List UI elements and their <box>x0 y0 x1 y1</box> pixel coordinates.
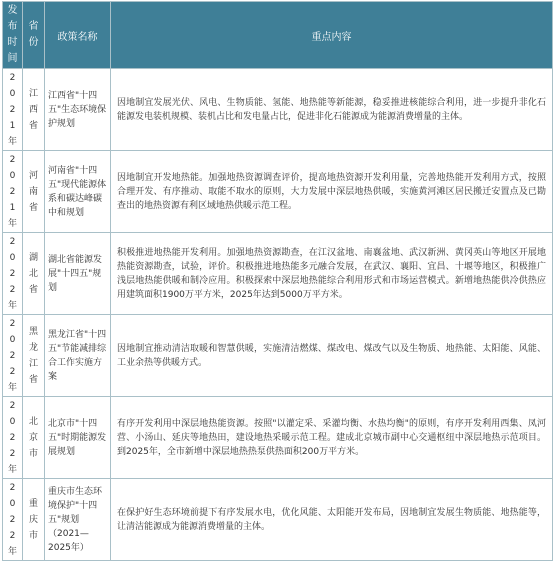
cell-province: 黑 龙 江 省 <box>23 315 45 397</box>
cell-publish-time: 2 0 2 2 年 <box>3 233 23 315</box>
header-key-content: 重点内容 <box>111 2 553 69</box>
table-row <box>3 69 553 151</box>
table-row <box>3 315 553 397</box>
cell-policy-name: 重庆市生态环境保护"十四五"规划（2021—2025年） <box>45 479 111 561</box>
table-row <box>3 151 553 233</box>
cell-publish-time: 2 0 2 2 年 <box>3 479 23 561</box>
table-row <box>3 397 553 479</box>
cell-publish-time: 2 0 2 1 年 <box>3 69 23 151</box>
table-row <box>3 479 553 561</box>
cell-key-content: 因地制宜推动清洁取暖和智慧供暖，实施清洁燃煤、煤改电、煤改气以及生物质、地热能、太阳能、风能、工业余热等供暖方式。 <box>111 315 553 397</box>
cell-publish-time: 2 0 2 2 年 <box>3 397 23 479</box>
header-policy-name: 政策名称 <box>45 2 111 69</box>
cell-key-content: 积极推进地热能开发利用。加强地热资源勘查，在江汉盆地、南襄盆地、武汉新洲、黄冈英山等地区开展地热能资源勘查，试验，评价。积极推进地热能多元融合发展，在武汉、襄阳、宜昌、十堰等地区，积极推广浅层地热能供暖和制冷应用。积极探索中深层地热能综合利用形式和市场运营模式。新增地热能供冷供热应用建筑面积1900万平方米，2025年达到5000万平方米。 <box>111 233 553 315</box>
policy-table <box>2 1 553 561</box>
cell-key-content: 在保护好生态环境前提下有序发展水电，优化风能、太阳能开发布局，因地制宜发展生物质能、地热能等，让清洁能源成为能源消费增量的主体。 <box>111 479 553 561</box>
cell-key-content: 因地制宜发展光伏、风电、生物质能、氢能、地热能等新能源，稳妥推进核能综合利用，进一步提升非化石能源发电装机规模、装机占比和发电量占比，促进非化石能源成为能源消费增量的主体。 <box>111 69 553 151</box>
table-body <box>3 69 553 561</box>
header-publish-time: 发 布 时 间 <box>3 2 23 69</box>
cell-publish-time: 2 0 2 1 年 <box>3 151 23 233</box>
cell-key-content: 因地制宜开发地热能。加强地热资源调查评价，提高地热资源开发利用量，完善地热能开发利用方式，按照合理开发、有序推动、取能不取水的原则，大力发展中深层地热供暖，实施黄河滩区居民搬迁安置点及已勘查出的地热资源有利区域地热供暖示范工程。 <box>111 151 553 233</box>
cell-policy-name: 黑龙江省"十四五"节能减排综合工作实施方案 <box>45 315 111 397</box>
cell-province: 北 京 市 <box>23 397 45 479</box>
table-row <box>3 233 553 315</box>
table-header <box>3 2 553 69</box>
cell-province: 江 西 省 <box>23 69 45 151</box>
cell-policy-name: 湖北省能源发展"十四五"规划 <box>45 233 111 315</box>
cell-province: 湖 北 省 <box>23 233 45 315</box>
header-province: 省 份 <box>23 2 45 69</box>
cell-key-content: 有序开发利用中深层地热能资源。按照"以灌定采、采灌均衡、水热均衡"的原则，有序开发利用西集、凤河营、小汤山、延庆等地热田，建设地热采暖示范工程。建成北京城市副中心交通枢纽中深层地热示范项目。到2025年，全市新增中深层地热热泵供热面积200万平方米。 <box>111 397 553 479</box>
cell-policy-name: 北京市"十四五"时期能源发展规划 <box>45 397 111 479</box>
cell-province: 河 南 省 <box>23 151 45 233</box>
cell-publish-time: 2 0 2 2 年 <box>3 315 23 397</box>
cell-policy-name: 江西省"十四五"生态环境保护规划 <box>45 69 111 151</box>
header-row <box>3 2 553 69</box>
cell-province: 重 庆 市 <box>23 479 45 561</box>
cell-policy-name: 河南省"十四五"现代能源体系和碳达峰碳中和规划 <box>45 151 111 233</box>
